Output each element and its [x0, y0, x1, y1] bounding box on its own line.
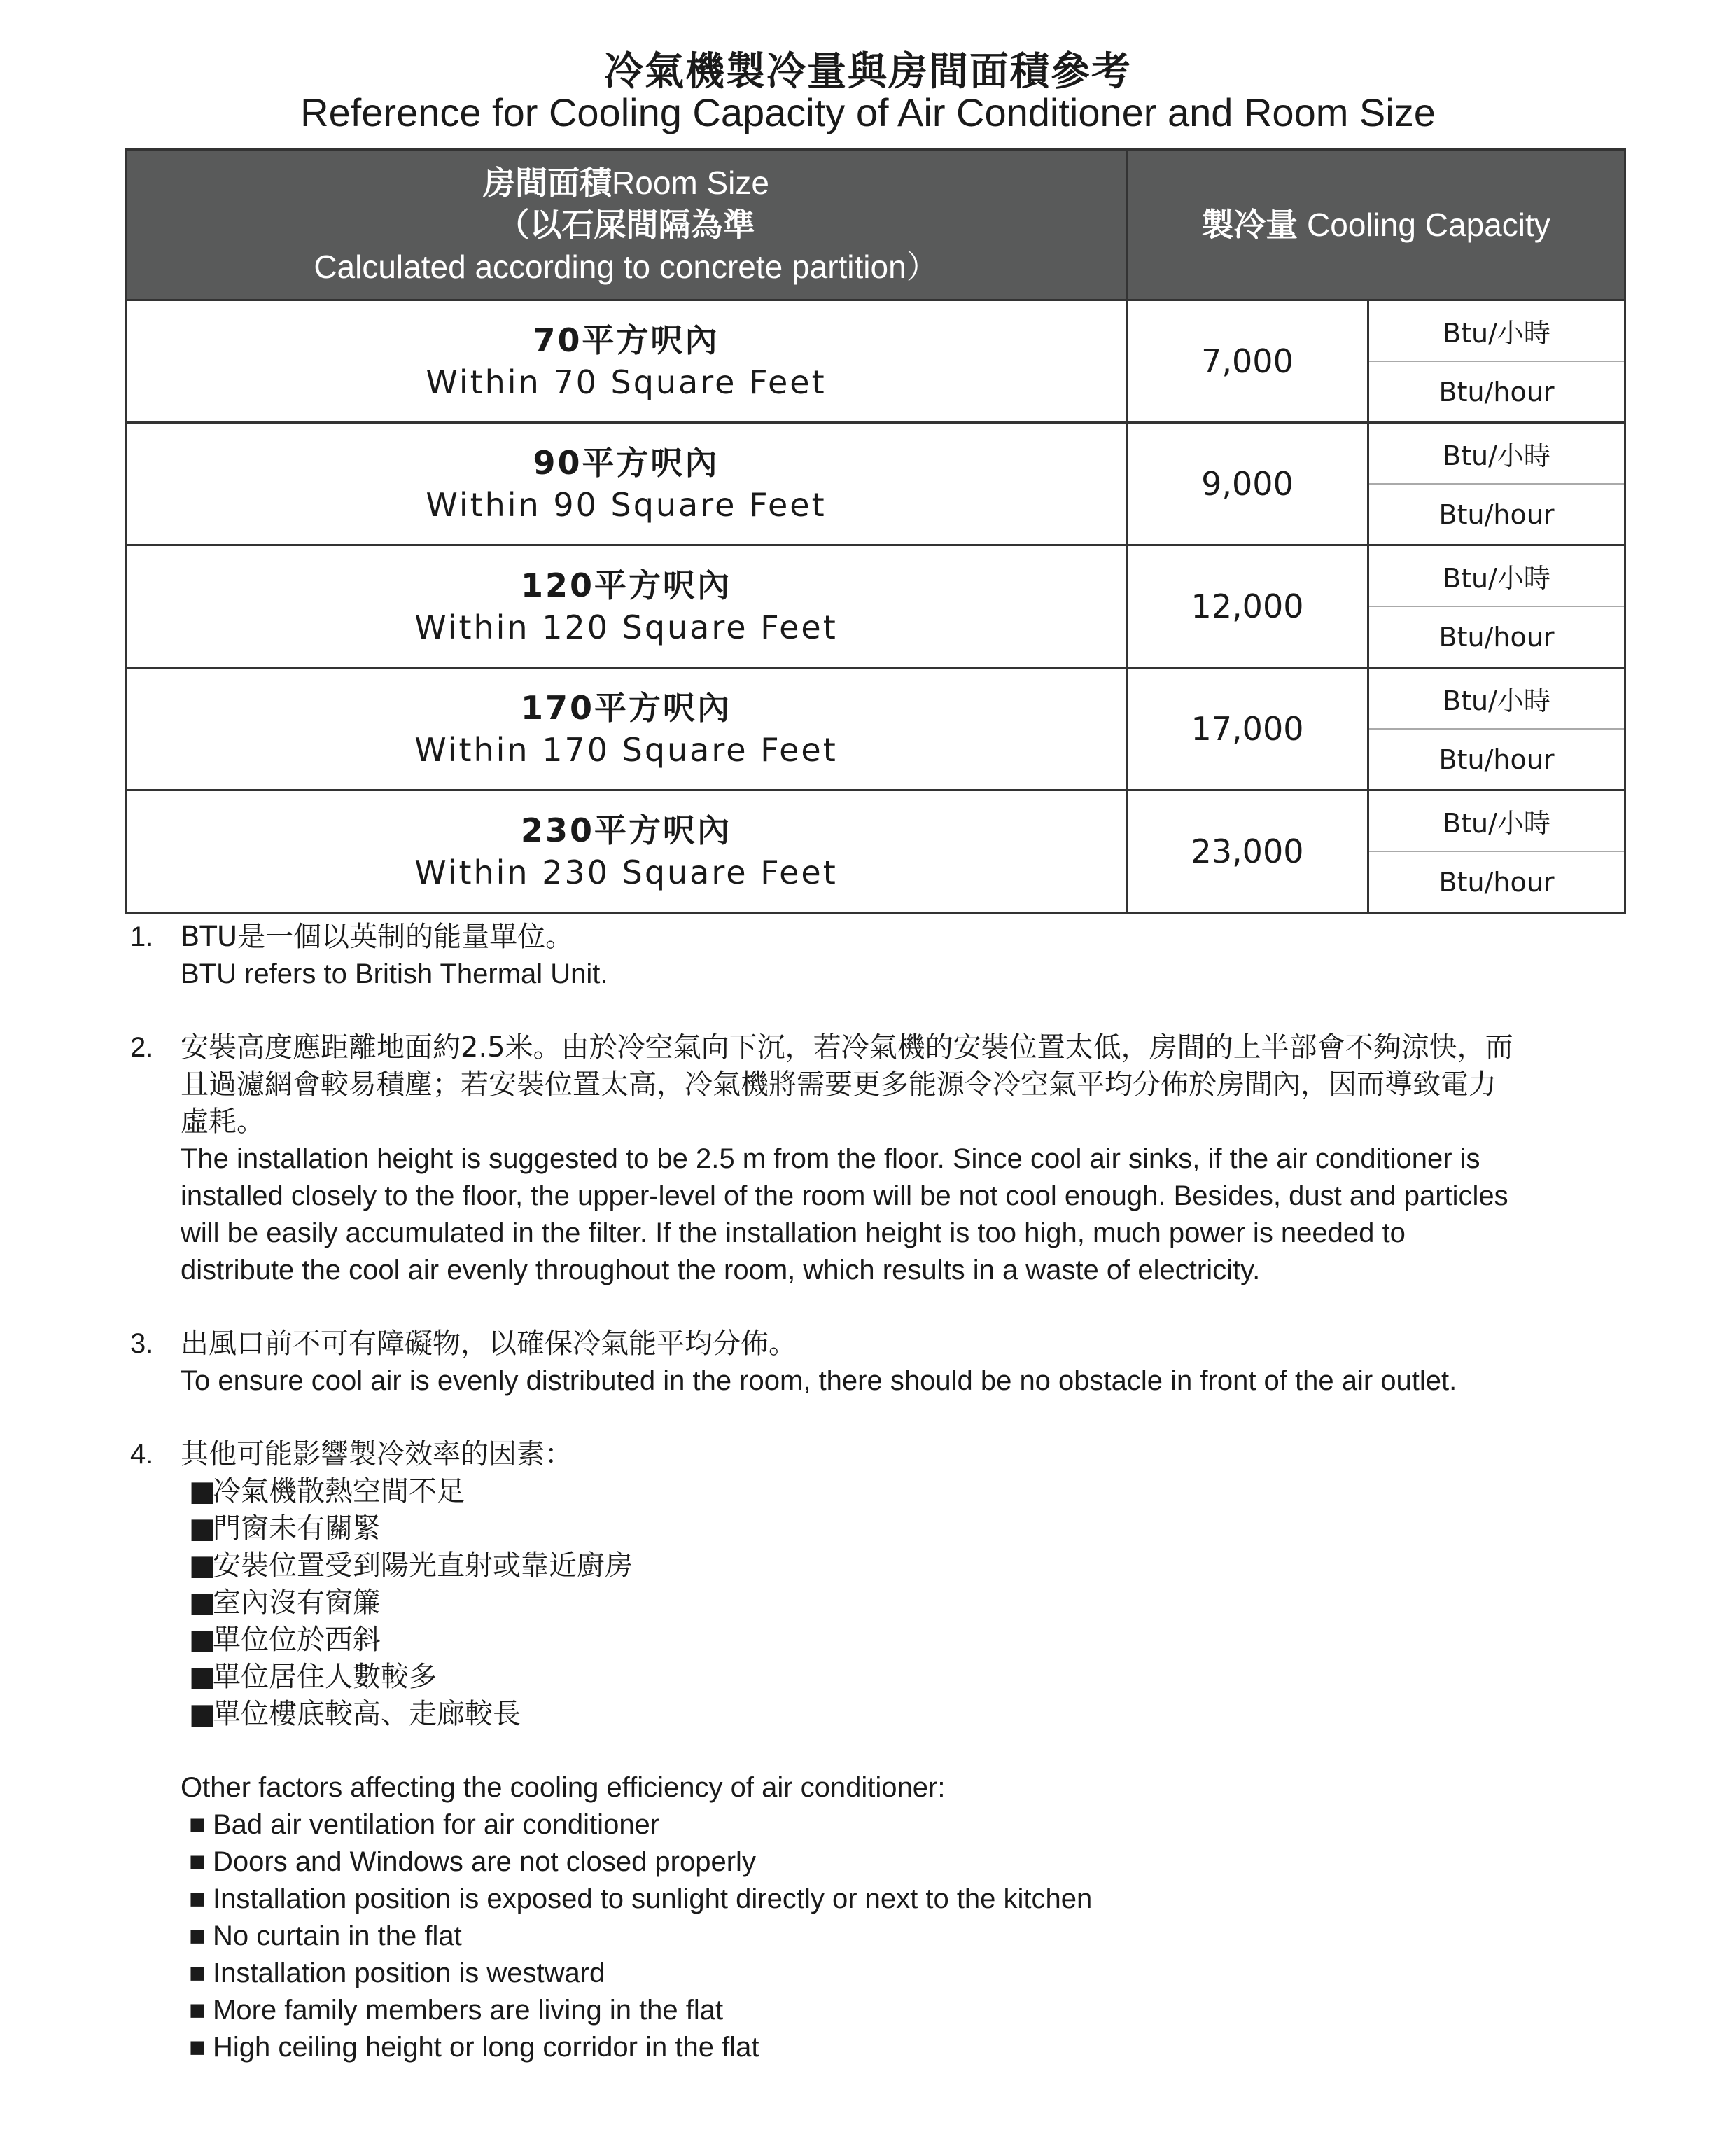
unit-cell — [1368, 790, 1625, 913]
list-item-text: 冷氣機散熱空間不足 — [213, 1475, 465, 1507]
note-2-en-line: distribute the cool air evenly throughout the room, which results in a waste of electricity. — [181, 1255, 1261, 1285]
page-title-en: Reference for Cooling Capacity of Air Conditioner and Room Size — [300, 90, 1436, 134]
note-2-zh-line: 虛耗。 — [181, 1106, 265, 1138]
note-2-en-line: The installation height is suggested to be 2.5 m from the floor. Since cool air sinks, if the air conditioner is — [181, 1143, 1480, 1174]
note-3 — [130, 1325, 1635, 1400]
room-size-zh: 90平方呎內 — [533, 444, 720, 482]
room-size-en: Within 230 Square Feet — [414, 853, 838, 891]
list-item — [181, 2029, 1635, 2066]
unit-zh: Btu/小時 — [1369, 791, 1624, 852]
bullet-square-icon: ■ — [189, 1958, 206, 1988]
list-item — [181, 1510, 1635, 1547]
list-item — [181, 1696, 1635, 1733]
header-room-sub-en: Calculated according to concrete partition） — [314, 249, 939, 285]
page-title-zh: 冷氣機製冷量與房間面積參考 — [604, 49, 1132, 95]
header-room-size — [126, 150, 1127, 300]
bullet-square-icon: ■ — [189, 1846, 206, 1877]
room-size-zh: 120平方呎內 — [520, 566, 732, 604]
bullet-square-icon: ■ — [189, 1587, 216, 1619]
bullet-square-icon: ■ — [189, 1512, 216, 1545]
list-item — [181, 1806, 1635, 1844]
list-item — [181, 1473, 1635, 1510]
unit-en: Btu/hour — [1438, 621, 1555, 653]
note-number: 3. — [130, 1328, 154, 1359]
note-4 — [130, 1436, 1635, 2066]
list-item-text: 單位位於西斜 — [213, 1624, 381, 1656]
notes-list — [130, 919, 1635, 2103]
list-item-text: 室內沒有窗簾 — [213, 1587, 381, 1619]
note-2-zh-line: 且過濾網會較易積塵；若安裝位置太高，冷氣機將需要更多能源令冷空氣平均分佈於房間內，因而導致電力 — [181, 1068, 1497, 1101]
unit-zh: Btu/小時 — [1369, 301, 1624, 362]
unit-cell — [1368, 300, 1625, 423]
bullet-square-icon: ■ — [189, 1661, 216, 1693]
unit-zh: Btu/小時 — [1369, 546, 1624, 607]
note-1 — [130, 919, 1635, 993]
list-item-text: 安裝位置受到陽光直射或靠近廚房 — [213, 1549, 633, 1582]
room-size-zh: 70平方呎內 — [533, 321, 720, 359]
note-3-zh: 出風口前不可有障礙物，以確保冷氣能平均分佈。 — [181, 1328, 797, 1360]
room-size-en: Within 120 Square Feet — [414, 608, 838, 646]
unit-en: Btu/hour — [1438, 499, 1555, 530]
list-item — [181, 1918, 1635, 1955]
note-number: 1. — [130, 921, 154, 952]
note-4-zh-list — [181, 1473, 1635, 1733]
list-item — [181, 1547, 1635, 1584]
unit-zh: Btu/小時 — [1369, 424, 1624, 485]
capacity-value: 23,000 — [1127, 790, 1368, 913]
list-item-text: 單位居住人數較多 — [213, 1661, 437, 1693]
list-item-text: 單位樓底較高、走廊較長 — [213, 1698, 521, 1730]
bullet-square-icon: ■ — [189, 1624, 216, 1656]
list-item-text: No curtain in the flat — [213, 1921, 462, 1951]
list-item — [181, 1881, 1635, 1918]
bullet-square-icon: ■ — [189, 1921, 206, 1951]
bullet-square-icon: ■ — [189, 1883, 206, 1914]
room-size-cell — [126, 790, 1127, 913]
room-size-cell — [126, 545, 1127, 668]
capacity-value: 9,000 — [1127, 423, 1368, 545]
note-number: 4. — [130, 1439, 154, 1470]
unit-cell — [1368, 668, 1625, 790]
unit-cell — [1368, 545, 1625, 668]
bullet-square-icon: ■ — [189, 1475, 216, 1507]
bullet-square-icon: ■ — [189, 1549, 216, 1582]
room-size-en: Within 90 Square Feet — [426, 486, 827, 524]
unit-en: Btu/hour — [1438, 744, 1555, 775]
note-1-zh: BTU是一個以英制的能量單位。 — [181, 921, 574, 953]
header-cap-zh: 製冷量 — [1201, 206, 1298, 244]
unit-cell — [1368, 423, 1625, 545]
cooling-capacity-table — [125, 148, 1626, 914]
table-header-row — [126, 150, 1625, 300]
table-row — [126, 545, 1625, 668]
room-size-cell — [126, 668, 1127, 790]
header-room-sub-zh: （以石屎間隔為準 — [497, 206, 755, 244]
header-room-zh: 房間面積 — [483, 164, 612, 202]
table-row — [126, 790, 1625, 913]
bullet-square-icon: ■ — [189, 1698, 216, 1730]
capacity-value: 12,000 — [1127, 545, 1368, 668]
list-item — [181, 1659, 1635, 1696]
list-item — [181, 1622, 1635, 1659]
list-item — [181, 1584, 1635, 1622]
room-size-cell — [126, 423, 1127, 545]
table-row — [126, 668, 1625, 790]
bullet-square-icon: ■ — [189, 1809, 206, 1840]
list-item-text: More family members are living in the flat — [213, 1995, 724, 2026]
note-number: 2. — [130, 1032, 154, 1063]
bullet-square-icon: ■ — [189, 1995, 206, 2026]
unit-en: Btu/hour — [1438, 866, 1555, 898]
header-cap-en: Cooling Capacity — [1307, 207, 1550, 243]
table-row — [126, 300, 1625, 423]
note-2-zh-line: 安裝高度應距離地面約2.5米。由於冷空氣向下沉，若冷氣機的安裝位置太低，房間的上半部會不夠涼快，而 — [181, 1031, 1513, 1064]
note-2-en-line: installed closely to the floor, the upper-level of the room will be not cool enough. Besides, dust and particles — [181, 1180, 1508, 1211]
note-4-zh-heading: 其他可能影響製冷效率的因素： — [181, 1438, 573, 1470]
note-3-en: To ensure cool air is evenly distributed in the room, there should be no obstacle in front of the air outlet. — [181, 1365, 1457, 1396]
header-cooling-capacity — [1127, 150, 1625, 300]
note-2 — [130, 1029, 1635, 1289]
list-item — [181, 1992, 1635, 2029]
room-size-en: Within 70 Square Feet — [426, 363, 827, 401]
capacity-value: 17,000 — [1127, 668, 1368, 790]
table-row — [126, 423, 1625, 545]
list-item-text: Bad air ventilation for air conditioner — [213, 1809, 660, 1840]
unit-zh: Btu/小時 — [1369, 669, 1624, 730]
room-size-zh: 230平方呎內 — [520, 811, 732, 849]
list-item-text: Installation position is westward — [213, 1958, 606, 1988]
note-1-en: BTU refers to British Thermal Unit. — [181, 959, 608, 989]
list-item-text: Doors and Windows are not closed properly — [213, 1846, 756, 1877]
list-item-text: High ceiling height or long corridor in the flat — [213, 2032, 760, 2063]
room-size-cell — [126, 300, 1127, 423]
note-4-en-list — [181, 1806, 1635, 2066]
note-4-en-heading: Other factors affecting the cooling efficiency of air conditioner: — [181, 1772, 946, 1803]
list-item — [181, 1844, 1635, 1881]
unit-en: Btu/hour — [1438, 376, 1555, 407]
list-item-text: Installation position is exposed to sunlight directly or next to the kitchen — [213, 1883, 1093, 1914]
list-item-text: 門窗未有關緊 — [213, 1512, 381, 1545]
header-room-en: Room Size — [612, 165, 769, 201]
bullet-square-icon: ■ — [189, 2032, 206, 2063]
list-item — [181, 1955, 1635, 1992]
note-2-en-line: will be easily accumulated in the filter. If the installation height is too high, much power is needed to — [181, 1218, 1406, 1248]
room-size-zh: 170平方呎內 — [520, 689, 732, 727]
room-size-en: Within 170 Square Feet — [414, 731, 838, 769]
capacity-value: 7,000 — [1127, 300, 1368, 423]
